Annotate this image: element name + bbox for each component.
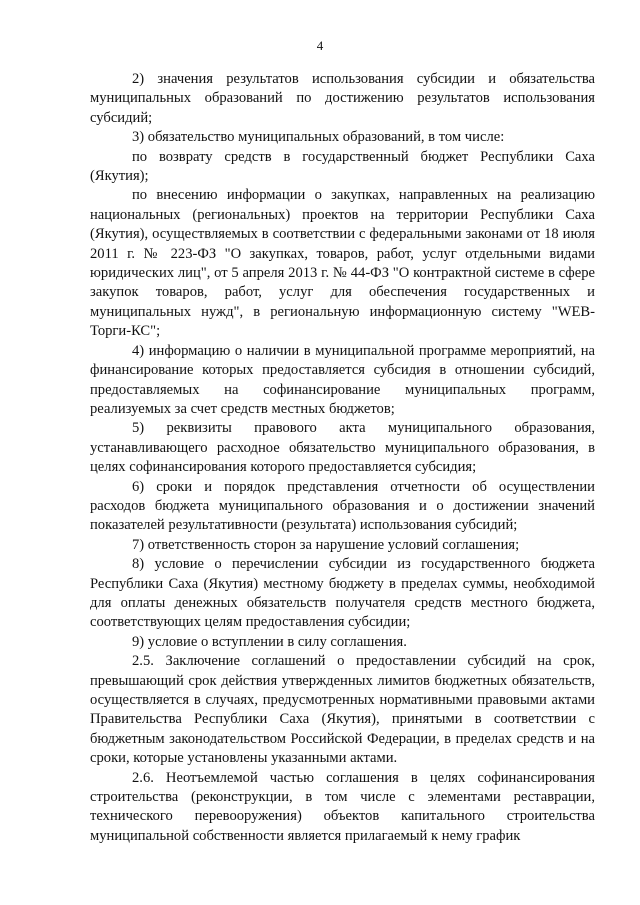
paragraph-section-2-6: 2.6. Неотъемлемой частью соглашения в целях софинансирования строительства (реконструкции, в том числе с элементами реставрации, технического перевооружения) объектов капитального строительства муниципальной собственности является прилагаемый к нему график: [90, 769, 595, 844]
paragraph-item-5: 5) реквизиты правового акта муниципального образования, устанавливающего расходное обязательство муниципального образования, в целях софинансирования которого предоставляется субсидия;: [90, 420, 595, 476]
page-number: 4: [316, 38, 324, 53]
paragraph-section-2-5: 2.5. Заключение соглашений о предоставлении субсидий на срок, превышающий срок действия утвержденных лимитов бюджетных обязательств, осуществляется в случаях, предусмотренных нормативными правовыми актами Правительства Республики Саха (Якутия), принятыми в соответствии с бюджетным законодательством Российской Федерации, в пределах средств и на сроки, которые установлены указанными актами.: [90, 653, 595, 767]
paragraph-item-7: 7) ответственность сторон за нарушение условий соглашения;: [132, 536, 520, 553]
paragraph-item-2: 2) значения результатов использования субсидии и обязательства муниципальных образований по достижению результатов использования субсидий;: [90, 71, 595, 126]
paragraph-item-6: 6) сроки и порядок представления отчетности об осуществлении расходов бюджета муниципального образования и о достижении значений показателей результативности (результата) использования субсидий;: [90, 478, 595, 534]
paragraph-item-9: 9) условие о вступлении в силу соглашения.: [132, 633, 407, 650]
document-body: [90, 70, 595, 846]
paragraph-item-3: 3) обязательство муниципальных образований, в том числе:: [132, 129, 505, 146]
paragraph-return-funds: по возврату средств в государственный бюджет Республики Саха (Якутия);: [90, 148, 595, 185]
paragraph-item-4: 4) информацию о наличии в муниципальной программе мероприятий, на финансирование которых предоставляется субсидия в отношении субсидий, предоставляемых на софинансирование муниципальных программ, реализуемых за счет средств местных бюджетов;: [90, 342, 595, 417]
paragraph-item-8: 8) условие о перечислении субсидии из государственного бюджета Республики Саха (Якутия) местному бюджету в пределах суммы, необходимой для оплаты денежных обязательств получателя средств местного бюджета, соответствующих целям предоставления субсидии;: [90, 556, 595, 631]
paragraph-procurement-info: по внесению информации о закупках, направленных на реализацию национальных (региональных) проектов на территории Республики Саха (Якутия), осуществляемых в соответствии с федеральными законами от 18 июля 2011 г. № 223-ФЗ "О закупках, товаров, работ, услуг отдельными видами юридических лиц", от 5 апреля 2013 г. № 44-ФЗ "О контрактной системе в сфере закупок товаров, работ, услуг для обеспечения государственных и муниципальных нужд", в региональную информационную систему "WEB-Торги-КС";: [90, 187, 595, 340]
